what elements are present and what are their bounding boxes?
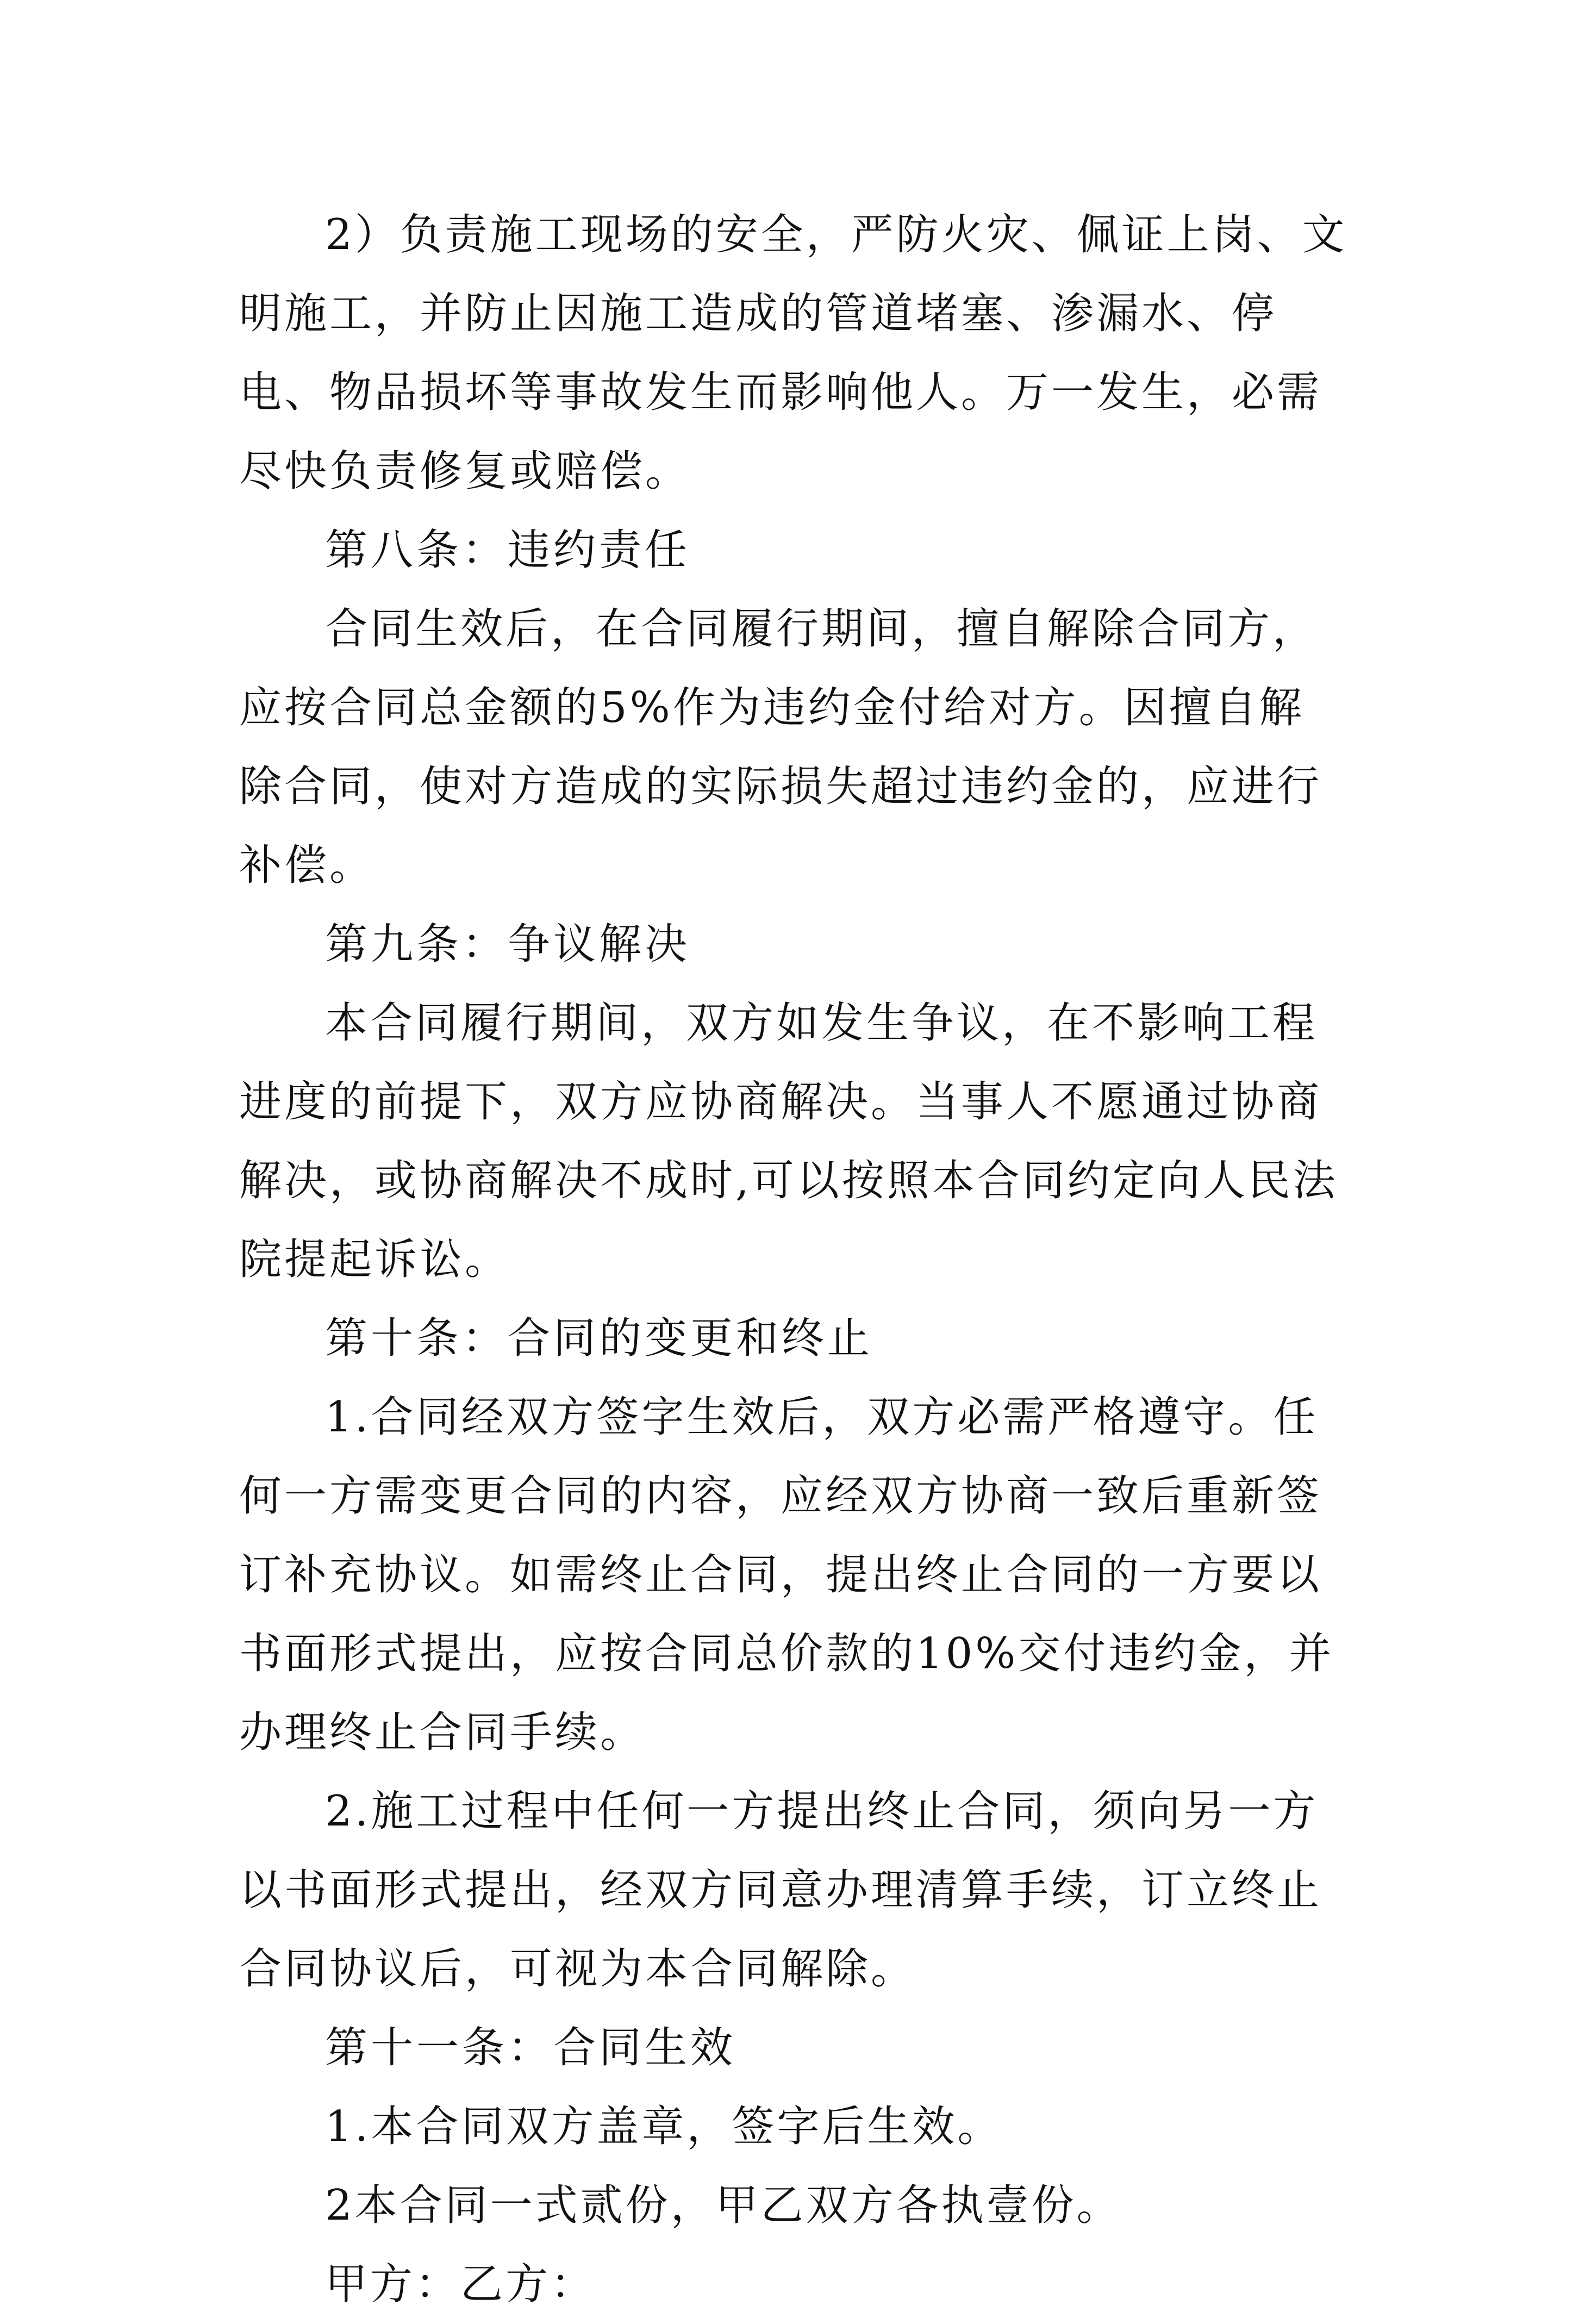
paragraph-contract-change-1: 1.合同经双方签字生效后，双方必需严格遵守。任何一方需变更合同的内容，应经双方协商一致后重新签订补充协议。如需终止合同，提出终止合同的一方要以书面形式提出，应按合同总价款的10%交付违约金，并办理终止合同手续。 <box>239 1393 1334 1757</box>
heading-article-10: 第十条：合同的变更和终止 <box>325 1314 873 1363</box>
paragraph-safety-duty: 2）负责施工现场的安全，严防火灾、佩证上岗、文明施工，并防止因施工造成的管道堵塞、渗漏水、停电、物品损坏等事故发生而影响他人。万一发生，必需尽快负责修复或赔偿。 <box>239 210 1347 496</box>
heading-article-8: 第八条：违约责任 <box>325 526 691 575</box>
signature-parties: 甲方：乙方： <box>325 2260 596 2309</box>
paragraph-effective-2: 2本合同一式贰份，甲乙双方各执壹份。 <box>325 2181 1122 2230</box>
paragraph-effective-1: 1.本合同双方盖章，签字后生效。 <box>325 2102 1003 2151</box>
paragraph-contract-change-2: 2.施工过程中任何一方提出终止合同，须向另一方以书面形式提出，经双方同意办理清算手续，订立终止合同协议后，可视为本合同解除。 <box>239 1787 1322 1993</box>
document-body <box>239 196 1348 2324</box>
paragraph-dispute-resolution: 本合同履行期间，双方如发生争议，在不影响工程进度的前提下，双方应协商解决。当事人不愿通过协商解决，或协商解决不成时,可以按照本合同约定向人民法院提起诉讼。 <box>239 999 1338 1284</box>
paragraph-breach-liability: 合同生效后，在合同履行期间，擅自解除合同方，应按合同总金额的5%作为违约金付给对方。因擅自解除合同，使对方造成的实际损失超过违约金的，应进行补偿。 <box>239 605 1322 890</box>
heading-article-11: 第十一条：合同生效 <box>325 2023 736 2072</box>
heading-article-9: 第九条：争议解决 <box>325 920 691 969</box>
